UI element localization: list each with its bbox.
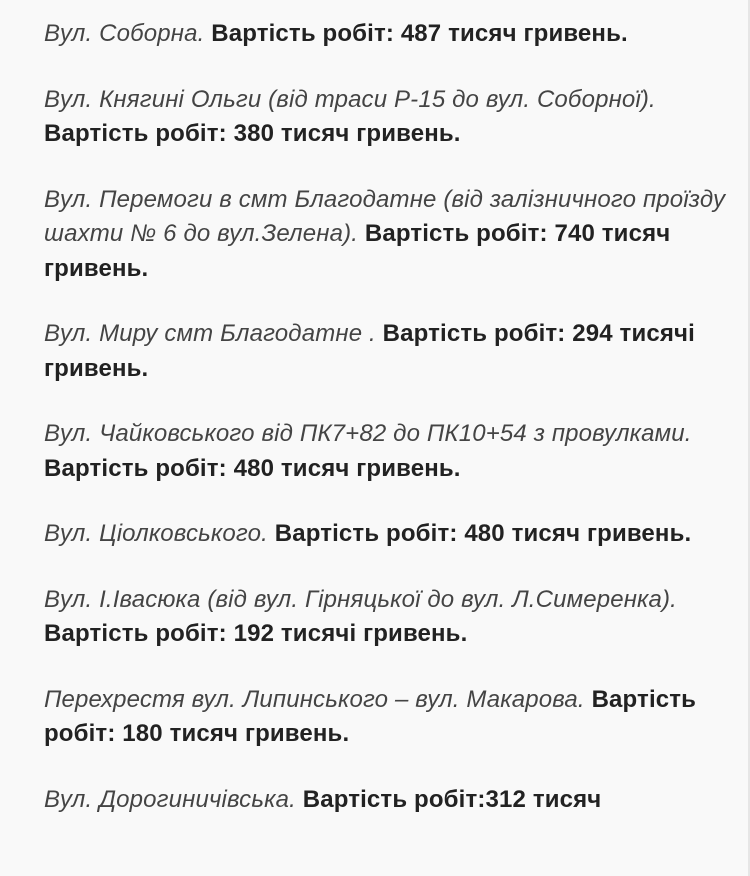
street-name: Вул. Княгині Ольги (від траси Р-15 до вул. Соборної).: [44, 85, 656, 113]
work-cost: Вартість робіт:312 тисяч: [302, 785, 602, 813]
list-item: [44, 417, 734, 486]
street-name: Вул. Миру смт Благодатне .: [44, 320, 376, 347]
work-cost: Вартість робіт: 740 тисяч гривень.: [44, 220, 671, 282]
work-cost: Вартість робіт: 480 тисяч гривень.: [274, 520, 692, 547]
street-name: Вул. І.Івасюка (від вул. Гірняцької до вул. Л.Симеренка).: [44, 585, 677, 613]
street-name: Вул. Ціолковського.: [44, 520, 268, 547]
work-cost: Вартість робіт: 180 тисяч гривень.: [44, 685, 697, 747]
list-item: [44, 517, 734, 552]
list-item: [44, 783, 734, 818]
work-cost: Вартість робіт: 294 тисячі гривень.: [44, 320, 695, 382]
list-item: [44, 83, 734, 152]
article-body: [44, 17, 734, 848]
list-item: [44, 317, 734, 386]
work-cost: Вартість робіт: 380 тисяч гривень.: [44, 120, 461, 147]
work-cost: Вартість робіт: 487 тисяч гривень.: [211, 20, 628, 47]
list-item: [44, 17, 734, 52]
street-name: Вул. Соборна.: [44, 20, 205, 47]
street-name: Вул. Дорогиничівська.: [44, 785, 296, 813]
list-item: [44, 183, 734, 287]
work-cost: Вартість робіт: 192 тисячі гривень.: [44, 620, 468, 647]
street-name: Вул. Перемоги в смт Благодатне (від залізничного проїзду шахти № 6 до вул.Зелена).: [44, 185, 726, 247]
street-name: Перехрестя вул. Липинського – вул. Макарова.: [44, 685, 585, 713]
list-item: [44, 683, 734, 752]
work-cost: Вартість робіт: 480 тисяч гривень.: [44, 454, 461, 482]
list-item: [44, 583, 734, 652]
street-name: Вул. Чайковського від ПК7+82 до ПК10+54 з провулками.: [44, 420, 692, 447]
